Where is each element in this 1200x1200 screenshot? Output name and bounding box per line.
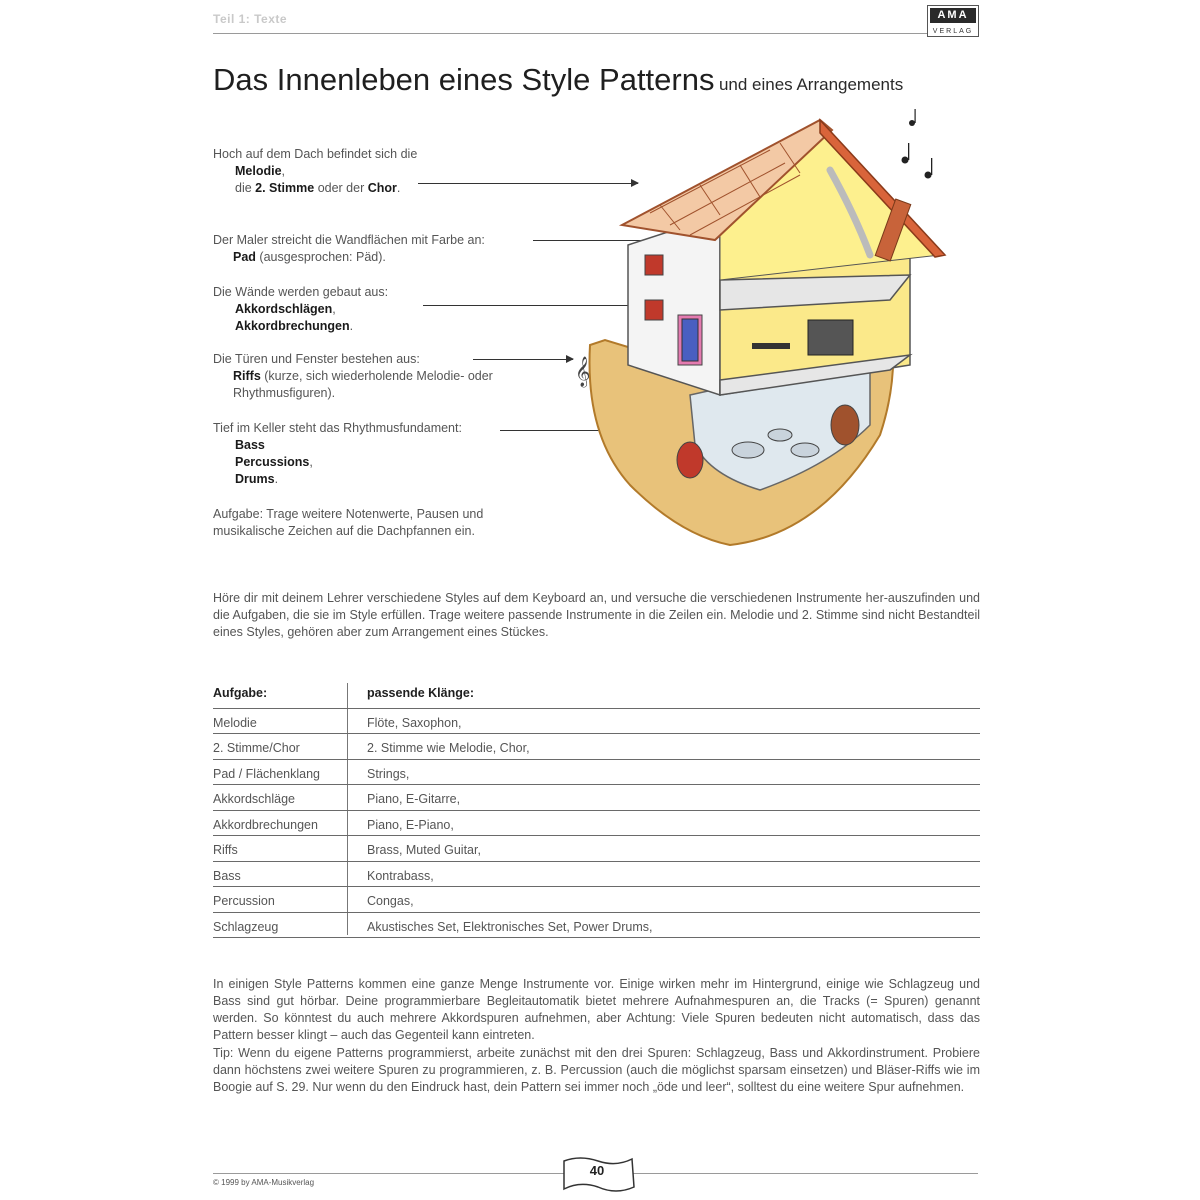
house-illustration <box>570 105 970 550</box>
cell-sounds: Brass, Muted Guitar, <box>367 843 481 857</box>
table-header-row <box>213 683 980 709</box>
drum-icon <box>768 429 792 441</box>
task-text: Aufgabe: Trage weitere Notenwerte, Pausen und musikalische Zeichen auf die Dachpfannen ein. <box>213 507 484 538</box>
piano-icon <box>808 320 853 355</box>
treble-clef-icon: 𝄞 <box>575 357 591 387</box>
bench-icon <box>752 343 790 349</box>
cell-task: Pad / Flächenklang <box>213 766 321 781</box>
logo-bottom: VERLAG <box>932 28 974 35</box>
table-row <box>213 811 980 837</box>
table-row <box>213 836 980 862</box>
label-walls: Die Wände werden gebaut aus: Akkordschlägen, Akkordbrechungen. <box>213 285 389 333</box>
page-title <box>213 62 903 98</box>
cell-sounds: Piano, E-Gitarre, <box>367 792 461 806</box>
cell-task: Percussion <box>213 894 275 908</box>
drum-icon <box>732 442 764 458</box>
cell-sounds: 2. Stimme wie Melodie, Chor, <box>367 741 530 755</box>
title-sub: und eines Arrangements <box>718 75 904 94</box>
header-rule <box>213 33 978 34</box>
closing-paragraph-1: In einigen Style Patterns kommen eine ganze Menge Instrumente vor. Einige wirken mehr im Hintergrund, einige wie Schlagzeug und Bass sind gut hörbar. Deine programmierbare Begleitautomatik bietet mehrere Aufnahmespuren an, die Tracks (= Spuren) genannt werden. So könntest du auch mehrere Akkordspuren aufnehmen, aber Achtung: Viele Spuren bedeuten nicht automatisch, dass das Pattern besser klingt – auch das Gegenteil kann eintreten. <box>213 977 980 1042</box>
page-number: 40 <box>589 1163 605 1178</box>
label-doors: Die Türen und Fenster bestehen aus: Riffs (kurze, sich wiederholende Melodie- oder Rhythmusfiguren). <box>213 352 493 400</box>
cell-sounds: Akustisches Set, Elektronisches Set, Power Drums, <box>367 919 653 934</box>
cell-sounds: Strings, <box>367 766 410 781</box>
table-row <box>213 887 980 913</box>
window-icon <box>645 300 663 320</box>
door-panel <box>682 319 698 361</box>
closing-paragraph-2: Tip: Wenn du eigene Patterns programmierst, arbeite zunächst mit den drei Spuren: Schlagzeug, Bass und Akkordinstrument. Probiere dann höchstens zwei weitere Spuren zu programmieren, z. B. Percussion (auch die möglichst sparsam einsetzen) und Bläser-Riffs wie im Boogie auf S. 29. Nur wenn du den Eindruck hast, dein Pattern sei immer noch „öde und leer“, solltest du eine weitere Spur aufnehmen. <box>213 1046 980 1094</box>
double-bass-icon <box>831 405 859 445</box>
label-roof: Hoch auf dem Dach befindet sich die Melodie, die 2. Stimme oder der Chor. <box>213 147 418 195</box>
window-icon <box>645 255 663 275</box>
table-row <box>213 760 980 786</box>
cell-sounds: Piano, E-Piano, <box>367 817 454 832</box>
table-row <box>213 785 980 811</box>
music-notes-icon <box>902 109 933 179</box>
label-paint: Der Maler streicht die Wandflächen mit Farbe an: Pad (ausgesprochen: Päd). <box>213 233 485 264</box>
publisher-logo <box>927 5 979 37</box>
label-cellar: Tief im Keller steht das Rhythmusfundament: Bass Percussions, Drums. <box>213 421 462 486</box>
table-row <box>213 862 980 888</box>
arrow-doors <box>473 359 573 360</box>
intro-paragraph: Höre dir mit deinem Lehrer verschiedene Styles auf dem Keyboard an, und versuche die verschiedenen Instrumente her-auszufinden und die Aufgaben, die sie im Style erfüllen. Trage weitere passende Instrumente in die Zeilen ein. Melodie und 2. Stimme sind nicht Bestandteil eines Styles, gehören aber zum Arrangement eines Stückes. <box>213 591 980 639</box>
cell-task: Riffs <box>213 843 238 857</box>
cell-sounds: Congas, <box>367 894 414 908</box>
instrument-table <box>213 683 980 938</box>
cell-task: Akkordbrechungen <box>213 817 318 832</box>
table-row <box>213 709 980 735</box>
section-label: Teil 1: Texte <box>213 12 288 26</box>
cell-task: Melodie <box>213 715 257 730</box>
guitar-icon <box>677 442 703 478</box>
logo-top: AMA <box>930 8 976 23</box>
page-number-badge <box>560 1153 640 1195</box>
cell-task: Aufgabe: <box>213 686 268 700</box>
cell-task: Bass <box>213 868 241 883</box>
table-row <box>213 913 980 939</box>
table-row <box>213 734 980 760</box>
title-main: Das Innenleben eines Style Patterns <box>213 62 715 97</box>
cell-sounds: Kontrabass, <box>367 868 434 883</box>
copyright: © 1999 by AMA-Musikverlag <box>213 1178 315 1187</box>
cell-sounds: passende Klänge: <box>367 686 474 700</box>
cell-task: Schlagzeug <box>213 919 279 934</box>
cell-task: Akkordschläge <box>213 792 295 806</box>
front-wall <box>628 215 720 395</box>
cell-task: 2. Stimme/Chor <box>213 741 300 755</box>
drum-icon <box>791 443 819 457</box>
cell-sounds: Flöte, Saxophon, <box>367 715 462 730</box>
